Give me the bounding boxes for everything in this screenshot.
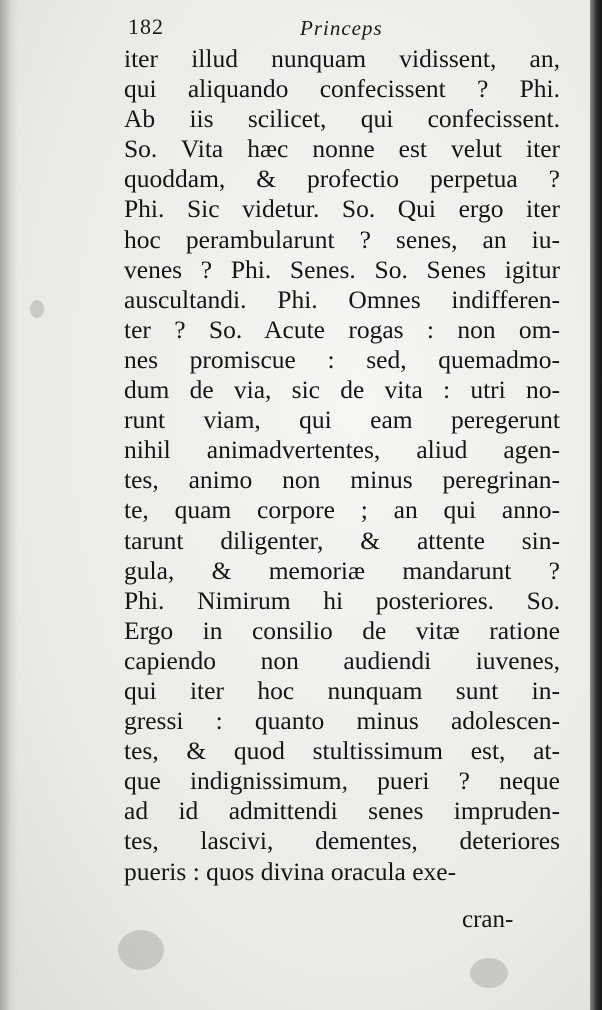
- foxing-stain: [118, 930, 164, 970]
- catchword: cran-: [462, 906, 514, 933]
- text-line: venes ? Phi. Senes. So. Senes igitur: [124, 254, 560, 284]
- text-line: tes, animo non minus peregrinan-: [124, 465, 560, 495]
- text-line: tes, & quod stultissimum est, at-: [124, 736, 560, 766]
- text-line: dum de via, sic de vita : utri no-: [124, 375, 560, 405]
- text-line: pueris : quos divina oracula exe-: [124, 856, 457, 886]
- text-line: qui aliquando confecissent ? Phi.: [124, 74, 560, 104]
- text-line: Phi. Nimirum hi posteriores. So.: [124, 585, 560, 615]
- text-line: tarunt diligenter, & attente sin-: [124, 525, 560, 555]
- text-line: que indignissimum, pueri ? neque: [124, 766, 560, 796]
- text-line: runt viam, qui eam peregerunt: [124, 405, 560, 435]
- foxing-stain: [470, 958, 508, 988]
- text-line: qui iter hoc nunquam sunt in-: [124, 675, 560, 705]
- text-line: tes, lascivi, dementes, deteriores: [124, 826, 560, 856]
- text-line: gressi : quanto minus adolescen-: [124, 706, 560, 736]
- text-line: Phi. Sic videtur. So. Qui ergo iter: [124, 194, 560, 224]
- text-line: iter illud nunquam vidissent, an,: [124, 44, 560, 73]
- text-line: nihil animadvertentes, aliud agen-: [124, 435, 560, 465]
- text-line: ad id admittendi senes impruden-: [124, 796, 560, 826]
- page-edge-shadow: [590, 0, 602, 1010]
- page-number: 182: [128, 14, 164, 39]
- text-line: quoddam, & profectio perpetua ?: [124, 164, 560, 194]
- text-line: hoc perambularunt ? senes, an iu-: [124, 224, 560, 254]
- text-line: Ergo in consilio de vitæ ratione: [124, 615, 560, 645]
- text-line: gula, & memoriæ mandarunt ?: [124, 555, 560, 585]
- text-line: Ab iis scilicet, qui confecissent.: [124, 104, 560, 134]
- page-gutter-shadow: [0, 0, 18, 1010]
- text-line: ter ? So. Acute rogas : non om-: [124, 314, 560, 344]
- body-text: [124, 44, 560, 887]
- foxing-stain: [30, 300, 44, 318]
- text-line: auscultandi. Phi. Omnes indifferen-: [124, 284, 560, 314]
- text-line: te, quam corpore ; an qui anno-: [124, 495, 560, 525]
- running-title: Princeps: [300, 16, 383, 40]
- text-line: So. Vita hæc nonne est velut iter: [124, 134, 560, 164]
- text-line: capiendo non audiendi iuvenes,: [124, 645, 560, 675]
- text-line: nes promiscue : sed, quemadmo-: [124, 344, 560, 374]
- running-head: [128, 14, 558, 44]
